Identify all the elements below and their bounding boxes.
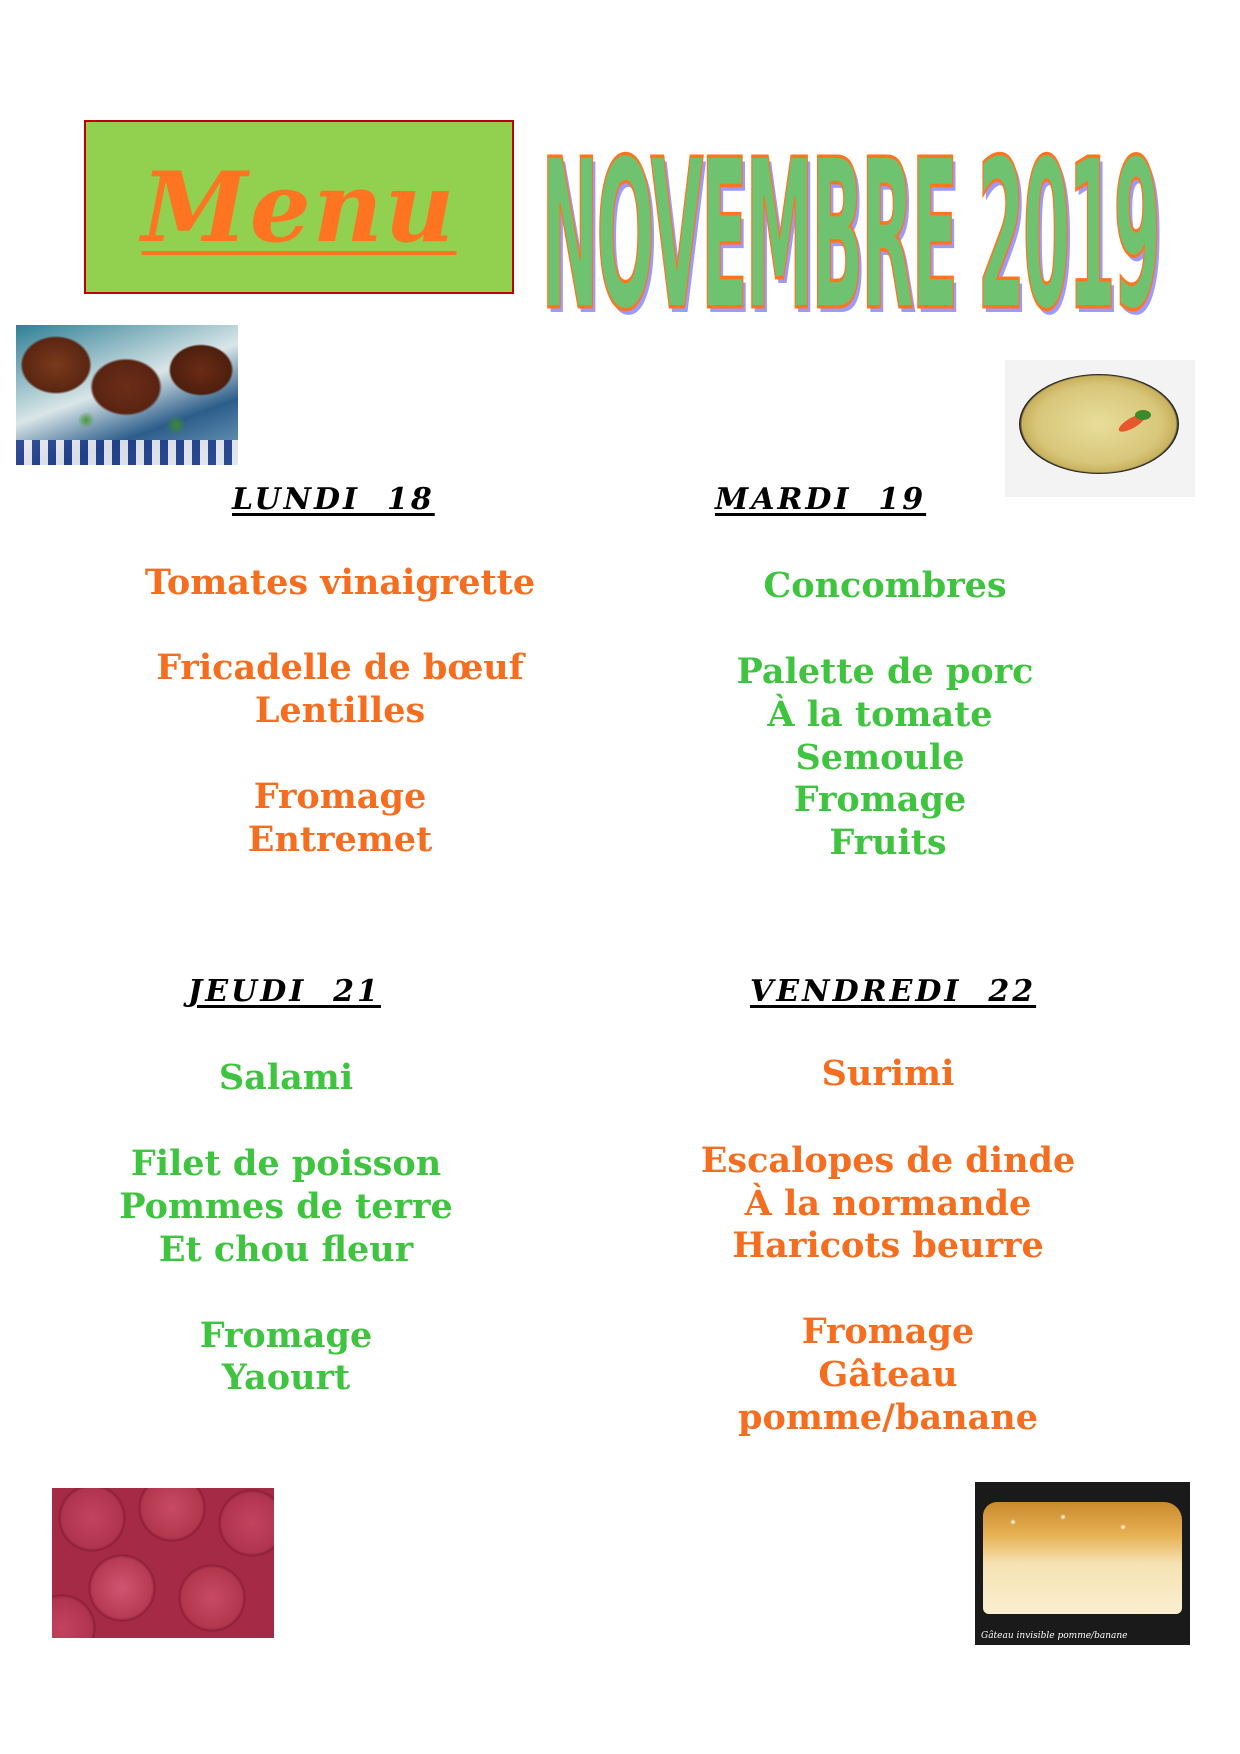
dish-side: Lentilles — [254, 690, 426, 731]
dish-side-detail: Et chou fleur — [158, 1229, 414, 1270]
dish-main: Filet de poisson — [130, 1143, 442, 1184]
month-title — [541, 114, 1159, 356]
day-title-mardi: MARDI 19 — [715, 482, 927, 517]
dish-cheese: Fromage — [801, 1311, 975, 1352]
dish-main: Fricadelle de bœuf — [156, 647, 524, 688]
dish-side: Semoule — [795, 737, 965, 778]
dish-entree: Concombres — [763, 565, 1007, 606]
dish-dessert: Yaourt — [221, 1357, 351, 1398]
gateau-photo-caption: Gâteau invisible pomme/banane — [981, 1631, 1128, 1641]
day-title-lundi: LUNDI 18 — [232, 482, 435, 517]
semoule-photo — [1005, 360, 1195, 497]
day-title-vendredi: VENDREDI 22 — [750, 974, 1037, 1009]
dish-main-detail: À la tomate — [767, 694, 993, 735]
dish-entree: Salami — [218, 1057, 354, 1098]
dish-cheese: Fromage — [793, 779, 967, 820]
dish-dessert: Gâteau — [818, 1354, 958, 1395]
salami-photo — [52, 1488, 274, 1638]
dish-side: Pommes de terre — [119, 1186, 453, 1227]
plate-rim-decoration — [16, 440, 238, 465]
month-title-text: NOVEMBRE 2019 — [541, 114, 1159, 356]
dish-dessert: Fruits — [829, 822, 947, 863]
dish-main: Palette de porc — [736, 651, 1034, 692]
dish-cheese: Fromage — [199, 1315, 373, 1356]
menu-title: Menu — [141, 150, 457, 264]
semoule-bowl — [1019, 374, 1179, 474]
dish-side: Haricots beurre — [732, 1225, 1044, 1266]
dish-cheese: Fromage — [253, 776, 427, 817]
dish-dessert-detail: pomme/banane — [738, 1397, 1038, 1438]
dish-entree: Tomates vinaigrette — [144, 562, 536, 603]
dish-dessert: Entremet — [247, 819, 433, 860]
gateau-slice — [983, 1502, 1182, 1614]
menu-title-box — [84, 120, 514, 294]
gateau-photo — [975, 1482, 1190, 1645]
dish-main: Escalopes de dinde — [700, 1140, 1076, 1181]
dish-main-detail: À la normande — [744, 1183, 1032, 1224]
herb-garnish — [1135, 410, 1151, 420]
dish-entree: Surimi — [821, 1053, 955, 1094]
day-title-jeudi: JEUDI 21 — [188, 974, 381, 1009]
